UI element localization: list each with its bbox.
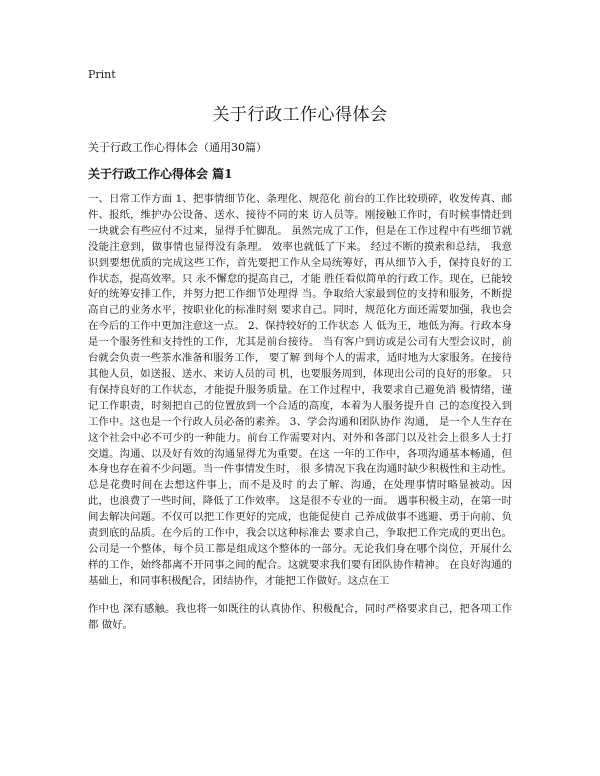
document-subtitle: 关于行政工作心得体会（通用30篇） bbox=[88, 141, 267, 154]
document-title: 关于行政工作心得体会 bbox=[212, 105, 388, 125]
print-label: Print bbox=[88, 68, 116, 81]
document-page bbox=[88, 68, 512, 633]
body-paragraph-1: 一、日常工作方面 1、把事情细节化、条理化、规范化 前台的工作比较琐碎，收发传真、邮件、报纸，维护办公设备、送水、接待不同的来 访人员等。刚接触工作时，有时候事情赶到一块就会有些应付不过来，显得手忙脚乱。 虽然完成了工作，但是在工作过程中有些细节就没能注意到，做事情也显得没有条理。 效率也就低了下来。 经过不断的摸索和总结， 我意识到要想优质的完成这些工作，首先要把工作从全局统筹好，再从细节入手，保持良好的工作状态，提高效率。只 永不懈怠的提高自己，才能 胜任看似简单的行政工作。现在，已能较好的统筹安排工作，并努力把工作细节处理得 当。争取给大家最到位的支持和服务，不断提高自己的业务水平，按职业化的标准时刻 要求自己。同时，规范化方面还需要加强，我也会在今后的工作中更加注意这一点。 2、保持较好的工作状态 人 低为王，地低为海。行政本身是一个服务性和支持性的工作，尤其是前台接待。 当有客户到访或是公司有大型会议时，前台就会负责一些茶水准备和服务工作， 要了解 到每个人的需求，适时地为大家服务。在接待其他人员，如送报、送水、来访人员的司 机，也要服务周到，体现出公司的良好的形象。 只有保持良好的工作状态，才能提升服务质量。在工作过程中，我要求自己避免消 极情绪，谨记工作职责，时刻把自己的位置放到一个合适的高度，本着为人服务提升自 己的态度投入到工作中。这也是一个行政人员必备的素养。 3、学会沟通和团队协作 沟通， 是一个人生存在这个社会中必不可少的一种能力。前台工作需要对内、对外和各部门以及社会上很多人士打交道。沟通、以及好有效的沟通显得尤为重要。在这 一年的工作中，各项沟通基本畅通，但本身也存在着不少问题。当一件事情发生时， 很 多情况下我在沟通时缺少积极性和主动性。总是花费时间在去想这件事上，而不是及时 的去了解、沟通，在处理事情时略显被动。因此，也浪费了一些时间，降低了工作效率。 这是很不专业的一面。 遇事积极主动，在第一时间去解决问题。不仅可以把工作更好的完成，也能促使自 己养成做事不逃避、勇于向前、负责到底的品质。在今后的工作中，我会以这种标准去 要求自己，争取把工作完成的更出色。 公司是一个整体，每个员工都是组成这个整体的一部分。无论我们身在哪个岗位，开展什么样的工作，始终都离不开同事之间的配合。这就要求我们要有团队协作精神。 在良好沟通的基础上，和同事积极配合，团结协作，才能把工作做好。这点在工 bbox=[88, 193, 512, 587]
section-heading: 关于行政工作心得体会 篇1 bbox=[88, 167, 233, 181]
body-paragraph-2: 作中也 深有感触。我也将一如既往的认真协作、积极配合，同时严格要求自己，把各项工作都 做好。 bbox=[88, 602, 512, 631]
